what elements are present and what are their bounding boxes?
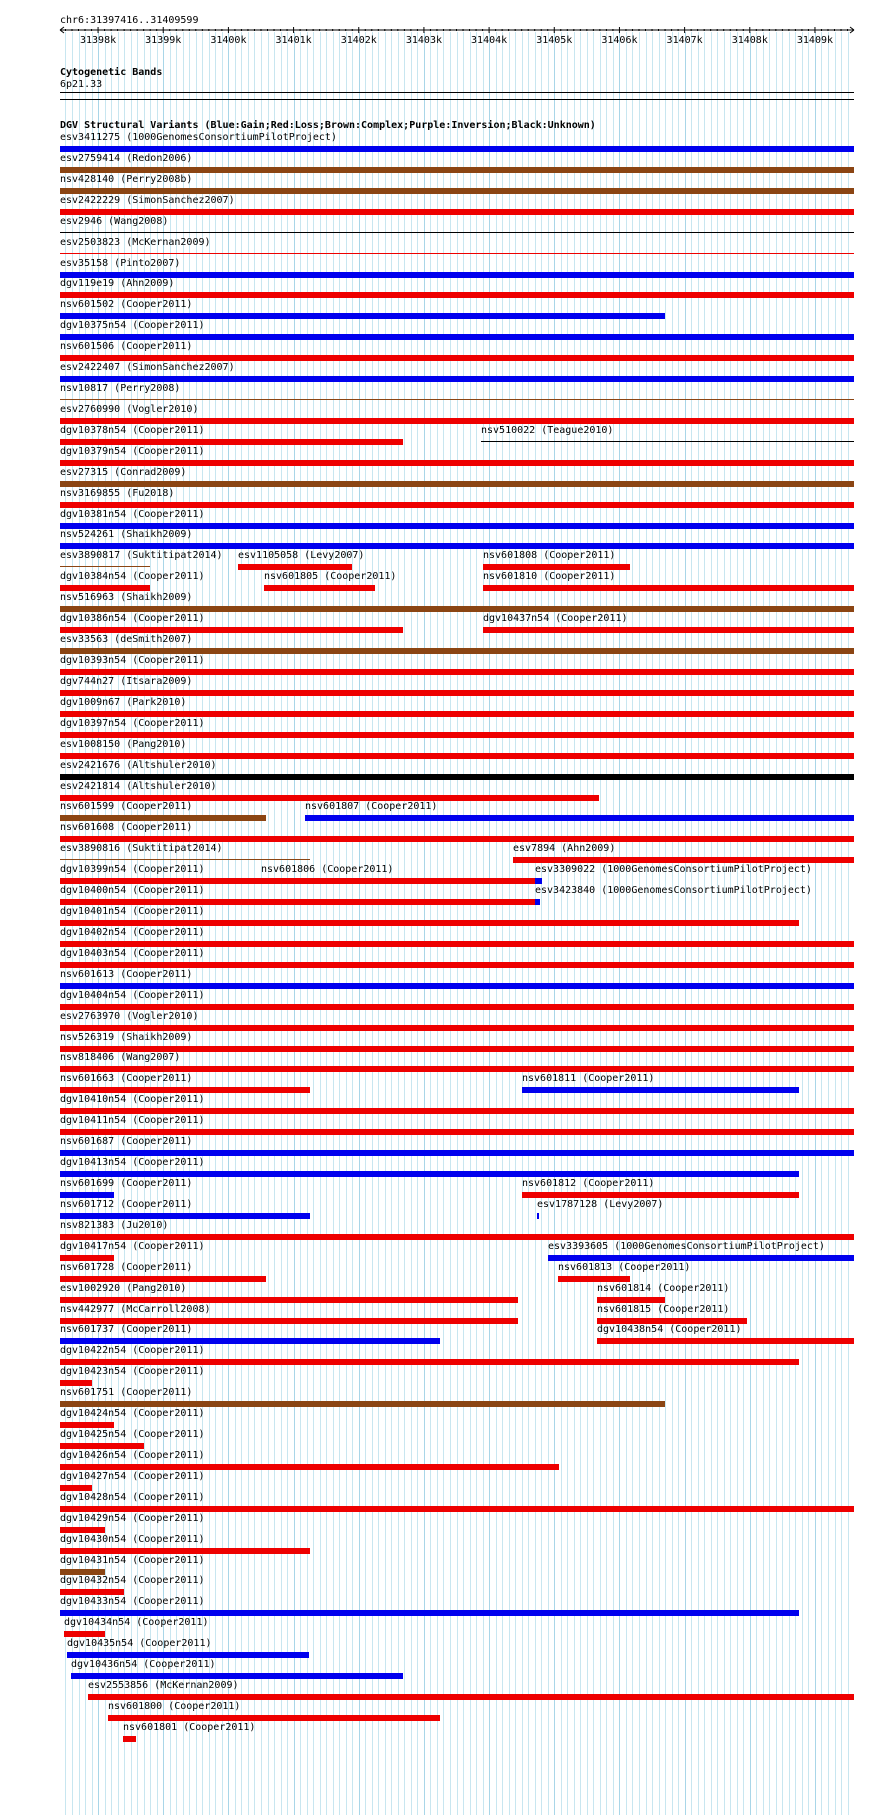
variant-bar-loss[interactable]: [60, 836, 854, 842]
ruler-tick-label: 31406k: [601, 35, 638, 46]
variant-bar-loss[interactable]: [558, 1276, 630, 1282]
grid-line: [808, 32, 809, 1815]
variant-label[interactable]: nsv601815 (Cooper2011): [597, 1304, 730, 1315]
variant-label[interactable]: nsv601805 (Cooper2011): [264, 571, 397, 582]
variant-bar-loss[interactable]: [60, 941, 854, 947]
variant-bar-loss[interactable]: [60, 920, 799, 926]
variant-bar-loss[interactable]: [60, 292, 854, 298]
variant-bar-unknown[interactable]: [60, 774, 854, 780]
variant-label[interactable]: dgv10399n54 (Cooper2011): [60, 864, 205, 875]
ruler-tick-label: 31408k: [731, 35, 768, 46]
variant-label[interactable]: nsv601751 (Cooper2011): [60, 1387, 193, 1398]
variant-label[interactable]: dgv10411n54 (Cooper2011): [60, 1115, 205, 1126]
grid-line: [821, 32, 822, 1815]
variant-label[interactable]: esv27315 (Conrad2009): [60, 467, 187, 478]
variant-label[interactable]: esv3393605 (1000GenomesConsortiumPilotProject): [548, 1241, 825, 1252]
ruler-tick-label: 31399k: [145, 35, 182, 46]
variant-bar-complex[interactable]: [60, 606, 854, 612]
variant-label[interactable]: nsv821383 (Ju2010): [60, 1220, 169, 1231]
variant-label[interactable]: dgv10378n54 (Cooper2011): [60, 425, 205, 436]
grid-line: [848, 32, 849, 1815]
variant-bar-gain[interactable]: [60, 1150, 854, 1156]
ruler-tick-label: 31403k: [405, 35, 442, 46]
variant-bar-loss[interactable]: [60, 1464, 559, 1470]
variant-bar-unknown[interactable]: [60, 232, 854, 233]
variant-label[interactable]: dgv119e19 (Ahn2009): [60, 278, 175, 289]
variant-bar-complex[interactable]: [60, 1401, 665, 1407]
variant-bar-loss[interactable]: [60, 899, 535, 905]
variant-label[interactable]: dgv10417n54 (Cooper2011): [60, 1241, 205, 1252]
variant-label[interactable]: nsv601806 (Cooper2011): [261, 864, 394, 875]
coordinate-ruler: [0, 24, 890, 60]
variant-label[interactable]: dgv10437n54 (Cooper2011): [483, 613, 628, 624]
variant-bar-gain[interactable]: [548, 1255, 854, 1261]
variant-bar-complex[interactable]: [60, 188, 854, 194]
variant-bar-loss[interactable]: [60, 1087, 310, 1093]
variant-bar-complex[interactable]: [60, 481, 854, 487]
variant-bar-gain[interactable]: [535, 878, 542, 884]
variant-label[interactable]: dgv10429n54 (Cooper2011): [60, 1513, 205, 1524]
variant-label[interactable]: nsv601608 (Cooper2011): [60, 822, 193, 833]
variant-bar-loss[interactable]: [123, 1736, 136, 1742]
grid-line: [815, 32, 816, 1815]
variant-label[interactable]: esv2422407 (SimonSanchez2007): [60, 362, 235, 373]
region-label: chr6:31397416..31409599: [60, 15, 199, 26]
variant-label[interactable]: dgv10384n54 (Cooper2011): [60, 571, 205, 582]
variant-label[interactable]: nsv10817 (Perry2008): [60, 383, 181, 394]
variant-label[interactable]: nsv442977 (McCarroll2008): [60, 1304, 211, 1315]
variant-bar-loss[interactable]: [60, 1422, 114, 1428]
ruler-tick-label: 31409k: [796, 35, 834, 46]
variant-bar-complex[interactable]: [60, 566, 150, 567]
variant-bar-loss[interactable]: [483, 564, 630, 570]
ruler-tick-label: 31404k: [471, 35, 508, 46]
grid-line: [828, 32, 829, 1815]
variant-label[interactable]: dgv10438n54 (Cooper2011): [597, 1324, 742, 1335]
cytoband-line: [60, 92, 854, 93]
variant-label[interactable]: esv3890816 (Suktitipat2014): [60, 843, 223, 854]
variant-bar-loss[interactable]: [64, 1631, 105, 1637]
ruler-tick-label: 31407k: [666, 35, 703, 46]
variant-label[interactable]: esv2760990 (Vogler2010): [60, 404, 199, 415]
variant-bar-gain[interactable]: [71, 1673, 403, 1679]
variant-bar-gain[interactable]: [60, 983, 854, 989]
variant-label[interactable]: esv2421814 (Altshuler2010): [60, 781, 217, 792]
variant-label[interactable]: nsv601687 (Cooper2011): [60, 1136, 193, 1147]
grid-line: [835, 32, 836, 1815]
variant-bar-loss[interactable]: [108, 1715, 440, 1721]
variant-label[interactable]: dgv10436n54 (Cooper2011): [71, 1659, 216, 1670]
variant-label[interactable]: esv2503823 (McKernan2009): [60, 237, 211, 248]
cytoband-title: Cytogenetic Bands: [60, 67, 163, 78]
variant-bar-loss[interactable]: [60, 502, 854, 508]
variant-bar-loss[interactable]: [60, 1297, 518, 1303]
variant-label[interactable]: dgv10431n54 (Cooper2011): [60, 1555, 205, 1566]
variant-label[interactable]: nsv601807 (Cooper2011): [305, 801, 438, 812]
variant-label[interactable]: esv2421676 (Altshuler2010): [60, 760, 217, 771]
variant-bar-loss[interactable]: [60, 690, 854, 696]
variant-label[interactable]: nsv601502 (Cooper2011): [60, 299, 193, 310]
variant-bar-loss[interactable]: [60, 732, 854, 738]
variant-bar-gain[interactable]: [60, 313, 665, 319]
variant-label[interactable]: esv33563 (deSmith2007): [60, 634, 193, 645]
variant-label[interactable]: esv3309022 (1000GenomesConsortiumPilotProject): [535, 864, 812, 875]
variant-bar-gain[interactable]: [537, 1213, 539, 1219]
variant-bar-complex[interactable]: [60, 815, 266, 821]
variant-label[interactable]: nsv524261 (Shaikh2009): [60, 529, 193, 540]
variant-label[interactable]: dgv10393n54 (Cooper2011): [60, 655, 205, 666]
variant-label[interactable]: dgv10427n54 (Cooper2011): [60, 1471, 205, 1482]
variant-label[interactable]: dgv10430n54 (Cooper2011): [60, 1534, 205, 1545]
variant-bar-gain[interactable]: [60, 272, 854, 278]
variant-bar-gain[interactable]: [535, 899, 540, 905]
variant-label[interactable]: dgv10435n54 (Cooper2011): [67, 1638, 212, 1649]
variant-label[interactable]: esv3423840 (1000GenomesConsortiumPilotProject): [535, 885, 812, 896]
variant-bar-loss[interactable]: [264, 585, 375, 591]
variant-label[interactable]: dgv10433n54 (Cooper2011): [60, 1596, 205, 1607]
variant-bar-loss[interactable]: [60, 253, 854, 254]
variant-label[interactable]: nsv601663 (Cooper2011): [60, 1073, 193, 1084]
variant-label[interactable]: esv7894 (Ahn2009): [513, 843, 616, 854]
variant-bar-gain[interactable]: [60, 1192, 114, 1198]
grid-line: [802, 32, 803, 1815]
variant-bar-unknown[interactable]: [481, 441, 854, 442]
variant-label[interactable]: dgv10402n54 (Cooper2011): [60, 927, 205, 938]
variant-bar-loss[interactable]: [60, 711, 854, 717]
variant-bar-gain[interactable]: [305, 815, 854, 821]
variant-bar-loss[interactable]: [483, 627, 854, 633]
variant-label[interactable]: dgv10426n54 (Cooper2011): [60, 1450, 205, 1461]
variant-bar-loss[interactable]: [60, 355, 854, 361]
variant-bar-loss[interactable]: [597, 1338, 854, 1344]
variant-label[interactable]: nsv601699 (Cooper2011): [60, 1178, 193, 1189]
grid-line: [841, 32, 842, 1815]
variant-label[interactable]: nsv3169855 (Fu2018): [60, 488, 175, 499]
variant-label[interactable]: nsv601728 (Cooper2011): [60, 1262, 193, 1273]
variant-bar-loss[interactable]: [483, 585, 854, 591]
variant-bar-loss[interactable]: [60, 1443, 144, 1449]
variant-bar-gain[interactable]: [60, 1338, 440, 1344]
variant-bar-loss[interactable]: [60, 1234, 854, 1240]
variant-label[interactable]: nsv818406 (Wang2007): [60, 1052, 181, 1063]
variant-label[interactable]: dgv10397n54 (Cooper2011): [60, 718, 205, 729]
variant-label[interactable]: nsv526319 (Shaikh2009): [60, 1032, 193, 1043]
variant-label[interactable]: dgv10400n54 (Cooper2011): [60, 885, 205, 896]
variant-label[interactable]: esv2763970 (Vogler2010): [60, 1011, 199, 1022]
variant-label[interactable]: nsv601810 (Cooper2011): [483, 571, 616, 582]
variant-bar-complex[interactable]: [60, 859, 310, 860]
ruler-tick-label: 31405k: [536, 35, 573, 46]
cytoband-name: 6p21.33: [60, 79, 103, 90]
variant-label[interactable]: esv1787128 (Levy2007): [537, 1199, 664, 1210]
variant-bar-loss[interactable]: [60, 1004, 854, 1010]
variant-label[interactable]: esv35158 (Pinto2007): [60, 258, 181, 269]
variant-bar-gain[interactable]: [60, 1610, 799, 1616]
variant-bar-loss[interactable]: [261, 878, 528, 884]
variant-label[interactable]: esv1105058 (Levy2007): [238, 550, 365, 561]
variant-label[interactable]: dgv10404n54 (Cooper2011): [60, 990, 205, 1001]
variant-bar-loss[interactable]: [88, 1694, 854, 1700]
variant-bar-gain[interactable]: [60, 376, 854, 382]
variant-label[interactable]: esv1002920 (Pang2010): [60, 1283, 187, 1294]
variant-label[interactable]: nsv601811 (Cooper2011): [522, 1073, 655, 1084]
variant-bar-loss[interactable]: [60, 1276, 266, 1282]
variant-label[interactable]: dgv10413n54 (Cooper2011): [60, 1157, 205, 1168]
variant-bar-gain[interactable]: [60, 334, 854, 340]
variant-bar-loss[interactable]: [60, 418, 854, 424]
cytoband-line: [60, 99, 854, 100]
variant-label[interactable]: esv2422229 (SimonSanchez2007): [60, 195, 235, 206]
variant-bar-complex[interactable]: [60, 648, 854, 654]
variant-bar-loss[interactable]: [513, 857, 854, 863]
variant-label[interactable]: dgv10434n54 (Cooper2011): [64, 1617, 209, 1628]
ruler-tick-label: 31402k: [340, 35, 377, 46]
variant-label[interactable]: esv2759414 (Redon2006): [60, 153, 193, 164]
variant-bar-loss[interactable]: [60, 1129, 854, 1135]
variant-label[interactable]: nsv510022 (Teague2010): [481, 425, 614, 436]
variant-label[interactable]: dgv10401n54 (Cooper2011): [60, 906, 205, 917]
variant-label[interactable]: dgv10432n54 (Cooper2011): [60, 1575, 205, 1586]
variant-label[interactable]: dgv10428n54 (Cooper2011): [60, 1492, 205, 1503]
variant-bar-loss[interactable]: [60, 1359, 799, 1365]
variant-label[interactable]: nsv601599 (Cooper2011): [60, 801, 193, 812]
variant-bar-loss[interactable]: [60, 1548, 310, 1554]
variant-bar-loss[interactable]: [60, 460, 854, 466]
variant-label[interactable]: dgv10386n54 (Cooper2011): [60, 613, 205, 624]
variant-label[interactable]: esv2553856 (McKernan2009): [88, 1680, 239, 1691]
variant-label[interactable]: dgv744n27 (Itsara2009): [60, 676, 193, 687]
variant-bar-gain[interactable]: [60, 146, 854, 152]
variant-bar-loss[interactable]: [60, 1527, 105, 1533]
variant-bar-loss[interactable]: [60, 1108, 854, 1114]
variant-label[interactable]: nsv601808 (Cooper2011): [483, 550, 616, 561]
ruler-tick-label: 31401k: [275, 35, 312, 46]
variant-bar-loss[interactable]: [60, 669, 854, 675]
variant-label[interactable]: esv3890817 (Suktitipat2014): [60, 550, 223, 561]
variant-label[interactable]: dgv10424n54 (Cooper2011): [60, 1408, 205, 1419]
variant-bar-loss[interactable]: [60, 627, 403, 633]
variant-label[interactable]: dgv10423n54 (Cooper2011): [60, 1366, 205, 1377]
variant-label[interactable]: nsv601813 (Cooper2011): [558, 1262, 691, 1273]
variant-label[interactable]: nsv601737 (Cooper2011): [60, 1324, 193, 1335]
variant-bar-loss[interactable]: [60, 1485, 92, 1491]
variant-label[interactable]: esv2946 (Wang2008): [60, 216, 169, 227]
variant-bar-loss[interactable]: [522, 1192, 799, 1198]
variant-bar-loss[interactable]: [60, 585, 150, 591]
variant-bar-gain[interactable]: [60, 1171, 799, 1177]
variant-bar-gain[interactable]: [522, 1087, 799, 1093]
variant-label[interactable]: nsv601712 (Cooper2011): [60, 1199, 193, 1210]
variant-label[interactable]: dgv10381n54 (Cooper2011): [60, 509, 205, 520]
variant-label[interactable]: dgv10425n54 (Cooper2011): [60, 1429, 205, 1440]
variant-label[interactable]: nsv601506 (Cooper2011): [60, 341, 193, 352]
variant-bar-loss[interactable]: [60, 1255, 114, 1261]
variant-label[interactable]: nsv601800 (Cooper2011): [108, 1701, 241, 1712]
variant-label[interactable]: dgv10422n54 (Cooper2011): [60, 1345, 205, 1356]
variant-bar-loss[interactable]: [60, 209, 854, 215]
variant-label[interactable]: nsv601613 (Cooper2011): [60, 969, 193, 980]
variant-label[interactable]: nsv516963 (Shaikh2009): [60, 592, 193, 603]
variant-bar-loss[interactable]: [60, 1066, 854, 1072]
variant-bar-loss[interactable]: [60, 1506, 854, 1512]
ruler-tick-label: 31398k: [79, 35, 117, 46]
variant-bar-loss[interactable]: [60, 1025, 854, 1031]
variant-bar-loss[interactable]: [60, 1380, 92, 1386]
variant-label[interactable]: nsv601812 (Cooper2011): [522, 1178, 655, 1189]
variant-bar-loss[interactable]: [597, 1297, 665, 1303]
variant-label[interactable]: nsv601801 (Cooper2011): [123, 1722, 256, 1733]
variant-bar-loss[interactable]: [60, 962, 854, 968]
variant-label[interactable]: nsv601814 (Cooper2011): [597, 1283, 730, 1294]
variant-label[interactable]: dgv10375n54 (Cooper2011): [60, 320, 205, 331]
variant-label[interactable]: esv1008150 (Pang2010): [60, 739, 187, 750]
variant-label[interactable]: dgv10379n54 (Cooper2011): [60, 446, 205, 457]
variant-bar-loss[interactable]: [60, 1589, 124, 1595]
variant-label[interactable]: esv3411275 (1000GenomesConsortiumPilotProject): [60, 132, 337, 143]
variant-label[interactable]: dgv1009n67 (Park2010): [60, 697, 187, 708]
variant-bar-gain[interactable]: [67, 1652, 309, 1658]
variant-bar-loss[interactable]: [60, 439, 403, 445]
variant-label[interactable]: dgv10410n54 (Cooper2011): [60, 1094, 205, 1105]
variant-label[interactable]: dgv10403n54 (Cooper2011): [60, 948, 205, 959]
variant-bar-loss[interactable]: [60, 753, 854, 759]
variant-bar-loss[interactable]: [238, 564, 352, 570]
ruler-tick-label: 31400k: [210, 35, 247, 46]
variant-bar-gain[interactable]: [60, 543, 854, 549]
variant-label[interactable]: nsv428140 (Perry2008b): [60, 174, 193, 185]
variant-bar-complex[interactable]: [60, 399, 854, 400]
dgv-track-title: DGV Structural Variants (Blue:Gain;Red:Loss;Brown:Complex;Purple:Inversion;Black:Unknown): [60, 120, 596, 131]
variant-bar-complex[interactable]: [60, 167, 854, 173]
variant-bar-gain[interactable]: [60, 1213, 310, 1219]
